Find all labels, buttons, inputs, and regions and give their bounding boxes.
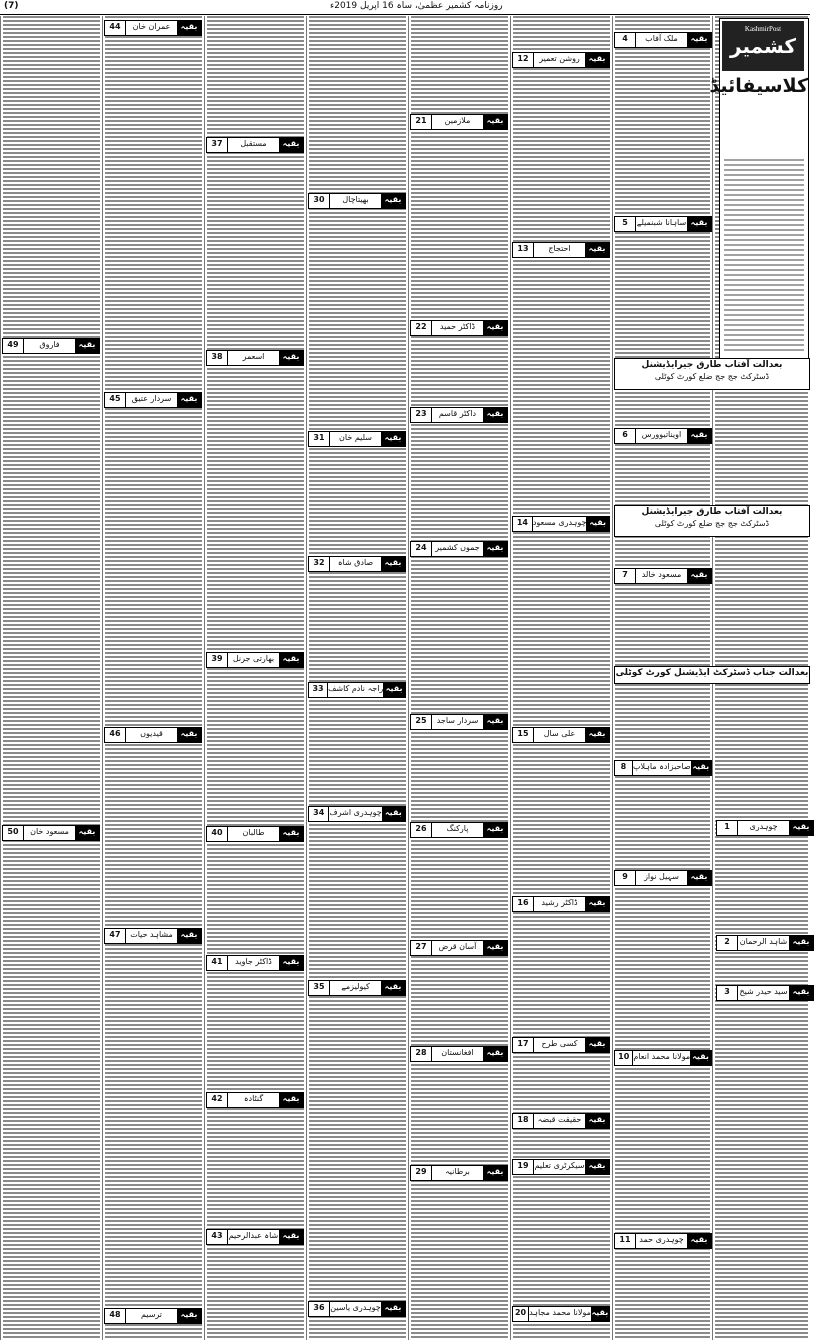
continuation-number: 49	[3, 339, 24, 353]
continuation-bar	[206, 1092, 304, 1108]
continuation-bar	[104, 727, 202, 743]
baqiya-tag: بقیہ	[279, 956, 303, 970]
continuation-name: عمران خان	[132, 22, 171, 31]
continuation-name: افغانستان	[441, 1048, 474, 1057]
baqiya-tag: بقیہ	[279, 1093, 303, 1107]
continuation-name: مولانا محمد انعام	[633, 1052, 691, 1061]
continuation-bar	[512, 242, 610, 258]
continuation-bar	[410, 1046, 508, 1062]
continuation-number: 12	[513, 53, 534, 67]
court-notice-header: بعدالت آفتاب طارق جیرایڈیشنل ڈسٹرکٹ جج جج ضلع کورٹ کوٹلی	[614, 358, 810, 390]
continuation-number: 1	[717, 821, 738, 835]
continuation-name: پارکنگ	[446, 824, 469, 833]
baqiya-tag: بقیہ	[177, 393, 201, 407]
continuation-name: مولانا محمد مجاہد	[529, 1308, 591, 1317]
continuation-name: چوہدری یاسین	[330, 1303, 381, 1312]
baqiya-tag: بقیہ	[279, 138, 303, 152]
baqiya-tag: بقیہ	[585, 728, 609, 742]
baqiya-tag: بقیہ	[585, 243, 609, 257]
continuation-number: 48	[105, 1309, 126, 1323]
baqiya-tag: بقیہ	[279, 1230, 303, 1244]
continuation-number: 44	[105, 21, 126, 35]
continuation-name: ترسیم	[140, 1310, 163, 1319]
continuation-name: مستقبل	[240, 139, 267, 148]
continuation-bar	[206, 137, 304, 153]
continuation-bar	[614, 216, 712, 232]
continuation-bar	[410, 541, 508, 557]
baqiya-tag: بقیہ	[585, 53, 609, 67]
continuation-number: 24	[411, 542, 432, 556]
dateline: روزنامہ کشمیر عظمیٰ، ساہ 16 اپریل 2019ء	[330, 1, 503, 11]
continuation-name: سردار عتیق	[131, 394, 172, 403]
baqiya-tag: بقیہ	[177, 929, 201, 943]
continuation-number: 25	[411, 715, 432, 729]
baqiya-tag: بقیہ	[483, 542, 507, 556]
page-number: (7)	[4, 1, 19, 11]
continuation-bar	[614, 428, 712, 444]
baqiya-tag: بقیہ	[279, 827, 303, 841]
continuation-name: چوہدری اشرف	[329, 808, 382, 817]
continuation-number: 17	[513, 1038, 534, 1052]
baqiya-tag: بقیہ	[483, 115, 507, 129]
continuation-bar	[308, 806, 406, 822]
continuation-name: روشن تعمیر	[539, 54, 580, 63]
continuation-bar	[614, 1233, 712, 1249]
continuation-number: 40	[207, 827, 228, 841]
baqiya-tag: بقیہ	[585, 1114, 609, 1128]
baqiya-tag: بقیہ	[687, 569, 711, 583]
baqiya-tag: بقیہ	[687, 1234, 711, 1248]
continuation-name: علی سال	[543, 729, 576, 738]
column-5	[306, 16, 408, 1340]
continuation-name: مسعود خالد	[641, 570, 682, 579]
continuation-bar	[104, 928, 202, 944]
baqiya-tag: بقیہ	[585, 1038, 609, 1052]
continuation-number: 13	[513, 243, 534, 257]
continuation-number: 28	[411, 1047, 432, 1061]
continuation-number: 21	[411, 115, 432, 129]
continuation-bar	[308, 980, 406, 996]
continuation-bar	[410, 714, 508, 730]
continuation-name: داکٹر قاسم	[438, 409, 477, 418]
continuation-number: 11	[615, 1234, 636, 1248]
continuation-bar	[2, 338, 100, 354]
continuation-number: 47	[105, 929, 126, 943]
continuation-number: 33	[309, 683, 328, 697]
classified-text	[724, 159, 804, 353]
continuation-bar	[512, 896, 610, 912]
continuation-bar	[614, 870, 712, 886]
continuation-name: حقیقت قبضہ	[537, 1115, 582, 1124]
continuation-name: بھیتاچال	[342, 195, 369, 204]
continuation-bar	[206, 826, 304, 842]
continuation-bar	[308, 431, 406, 447]
continuation-number: 16	[513, 897, 534, 911]
continuation-number: 23	[411, 408, 432, 422]
continuation-number: 46	[105, 728, 126, 742]
column-8	[0, 16, 102, 1340]
continuation-number: 36	[309, 1302, 330, 1316]
baqiya-tag: بقیہ	[483, 823, 507, 837]
baqiya-tag: بقیہ	[789, 821, 813, 835]
continuation-bar	[308, 682, 406, 698]
continuation-name: فاروق	[39, 340, 60, 349]
continuation-name: شاہد الرحمان	[739, 937, 788, 946]
continuation-bar	[2, 825, 100, 841]
newspaper-logo: KashmirPost کشمیر	[722, 21, 804, 71]
baqiya-tag: بقیہ	[789, 936, 813, 950]
continuation-name: کسی طرح	[541, 1039, 578, 1048]
baqiya-tag: بقیہ	[381, 981, 405, 995]
continuation-name: سردار ساجد	[436, 716, 479, 725]
continuation-bar	[410, 1165, 508, 1181]
baqiya-tag: بقیہ	[177, 1309, 201, 1323]
baqiya-tag: بقیہ	[691, 761, 711, 775]
continuation-number: 35	[309, 981, 330, 995]
continuation-name: ڈاکٹر جاوید	[235, 957, 272, 966]
continuation-number: 15	[513, 728, 534, 742]
continuation-name: سیکرٹری تعلیم	[534, 1161, 585, 1170]
baqiya-tag: بقیہ	[177, 728, 201, 742]
baqiya-tag: بقیہ	[687, 33, 711, 47]
continuation-bar	[614, 760, 712, 776]
continuation-number: 31	[309, 432, 330, 446]
continuation-number: 29	[411, 1166, 432, 1180]
continuation-bar	[512, 1113, 610, 1129]
baqiya-tag: بقیہ	[585, 897, 609, 911]
continuation-number: 3	[717, 986, 738, 1000]
continuation-number: 39	[207, 653, 228, 667]
continuation-number: 22	[411, 321, 432, 335]
continuation-name: مسعود خان	[30, 827, 69, 836]
continuation-name: ملک آفاب	[645, 34, 678, 43]
baqiya-tag: بقیہ	[483, 321, 507, 335]
baqiya-tag: بقیہ	[75, 339, 99, 353]
continuation-bar	[206, 1229, 304, 1245]
column-4	[408, 16, 510, 1340]
continuation-number: 50	[3, 826, 24, 840]
continuation-number: 10	[615, 1051, 633, 1065]
baqiya-tag: بقیہ	[177, 21, 201, 35]
continuation-name: سہیل نواز	[644, 872, 679, 881]
baqiya-tag: بقیہ	[591, 1307, 609, 1321]
continuation-name: شاہ عبدالرحیم	[228, 1231, 279, 1240]
continuation-bar	[512, 516, 610, 532]
continuation-number: 38	[207, 351, 228, 365]
continuation-number: 6	[615, 429, 636, 443]
continuation-name: ڈاکٹر رشید	[541, 898, 578, 907]
continuation-name: جموں کشمیر	[435, 543, 480, 552]
continuation-bar	[308, 556, 406, 572]
continuation-bar	[410, 320, 508, 336]
baqiya-tag: بقیہ	[381, 432, 405, 446]
continuation-number: 27	[411, 941, 432, 955]
continuation-name: اویناتیوورس	[641, 430, 682, 439]
continuation-number: 8	[615, 761, 633, 775]
baqiya-tag: بقیہ	[483, 1166, 507, 1180]
continuation-bar	[716, 985, 814, 1001]
continuation-name: اسعمر	[242, 352, 265, 361]
baqiya-tag: بقیہ	[381, 194, 405, 208]
continuation-bar	[104, 392, 202, 408]
continuation-bar	[512, 52, 610, 68]
continuation-name: مشاہد حیات	[130, 930, 173, 939]
continuation-name: راجہ نادم کاشف	[328, 684, 384, 693]
baqiya-tag: بقیہ	[586, 517, 609, 531]
continuation-number: 20	[513, 1307, 529, 1321]
continuation-bar	[716, 820, 814, 836]
continuation-name: قیدیوں	[140, 729, 163, 738]
continuation-name: چوہدری حمد	[639, 1235, 684, 1244]
classified-masthead	[709, 18, 809, 360]
baqiya-tag: بقیہ	[75, 826, 99, 840]
continuation-name: برطانیہ	[445, 1167, 470, 1176]
baqiya-tag: بقیہ	[483, 941, 507, 955]
continuation-name: طالبان	[242, 828, 265, 837]
continuation-bar	[614, 32, 712, 48]
continuation-number: 14	[513, 517, 533, 531]
continuation-number: 37	[207, 138, 228, 152]
column-6	[204, 16, 306, 1340]
continuation-name: احتجاج	[548, 244, 571, 253]
continuation-number: 32	[309, 557, 330, 571]
baqiya-tag: بقیہ	[483, 408, 507, 422]
continuation-bar	[206, 955, 304, 971]
baqiya-tag: بقیہ	[381, 557, 405, 571]
continuation-bar	[512, 1159, 610, 1175]
continuation-bar	[512, 1037, 610, 1053]
continuation-name: صاحبزادہ ماہلاپ	[632, 762, 691, 771]
continuation-bar	[206, 350, 304, 366]
continuation-number: 9	[615, 871, 636, 885]
continuation-name: چوہدری مسعود	[532, 518, 587, 527]
continuation-number: 43	[207, 1230, 228, 1244]
classified-title: کلاسیفائیڈ	[709, 75, 808, 97]
baqiya-tag: بقیہ	[687, 871, 711, 885]
continuation-number: 5	[615, 217, 636, 231]
baqiya-tag: بقیہ	[483, 715, 507, 729]
continuation-bar	[512, 727, 610, 743]
baqiya-tag: بقیہ	[383, 683, 405, 697]
continuation-number: 26	[411, 823, 432, 837]
continuation-number: 45	[105, 393, 126, 407]
page-header	[0, 0, 810, 15]
continuation-bar	[104, 1308, 202, 1324]
continuation-number: 18	[513, 1114, 534, 1128]
continuation-name: بھارتی جرنل	[232, 654, 275, 663]
baqiya-tag: بقیہ	[382, 807, 405, 821]
court-notice-header: بعدالت جناب ڈسٹرکٹ ایڈیشنل کورٹ کوٹلی	[614, 666, 810, 684]
continuation-name: سید حیدر شیخ	[739, 987, 788, 996]
column-7	[102, 16, 204, 1340]
continuation-number: 41	[207, 956, 228, 970]
baqiya-tag: بقیہ	[789, 986, 813, 1000]
continuation-name: ساہانا شبنمیلے	[636, 218, 687, 227]
continuation-name: صادق شاہ	[337, 558, 374, 567]
baqiya-tag: بقیہ	[483, 1047, 507, 1061]
baqiya-tag: بقیہ	[690, 1051, 711, 1065]
continuation-bar	[308, 1301, 406, 1317]
baqiya-tag: بقیہ	[585, 1160, 609, 1174]
continuation-number: 7	[615, 569, 636, 583]
continuation-name: ملازمین	[444, 116, 471, 125]
continuation-number: 42	[207, 1093, 228, 1107]
continuation-bar	[716, 935, 814, 951]
continuation-name: آسان قرض	[438, 942, 477, 951]
continuation-bar	[410, 407, 508, 423]
baqiya-tag: بقیہ	[687, 429, 711, 443]
continuation-number: 30	[309, 194, 330, 208]
continuation-bar	[614, 568, 712, 584]
baqiya-tag: بقیہ	[381, 1302, 405, 1316]
baqiya-tag: بقیہ	[279, 653, 303, 667]
continuation-bar	[410, 940, 508, 956]
continuation-bar	[614, 1050, 712, 1066]
continuation-name: کیولیزمے	[341, 982, 370, 991]
continuation-number: 34	[309, 807, 329, 821]
continuation-name: ڈاکٹر حمید	[439, 322, 476, 331]
continuation-bar	[410, 822, 508, 838]
continuation-number: 2	[717, 936, 738, 950]
column-3	[510, 16, 612, 1340]
continuation-name: گنٹادہ	[243, 1094, 264, 1103]
baqiya-tag: بقیہ	[279, 351, 303, 365]
continuation-bar	[512, 1306, 610, 1322]
continuation-number: 19	[513, 1160, 534, 1174]
continuation-bar	[104, 20, 202, 36]
continuation-bar	[308, 193, 406, 209]
baqiya-tag: بقیہ	[687, 217, 711, 231]
continuation-bar	[206, 652, 304, 668]
continuation-bar	[410, 114, 508, 130]
continuation-number: 4	[615, 33, 636, 47]
continuation-name: سلیم خان	[339, 433, 372, 442]
continuation-name: چوہدری	[749, 822, 778, 831]
court-notice-header: بعدالت آفتاب طارق جیرایڈیشنل ڈسٹرکٹ جج جج ضلع کورٹ کوٹلی	[614, 505, 810, 537]
